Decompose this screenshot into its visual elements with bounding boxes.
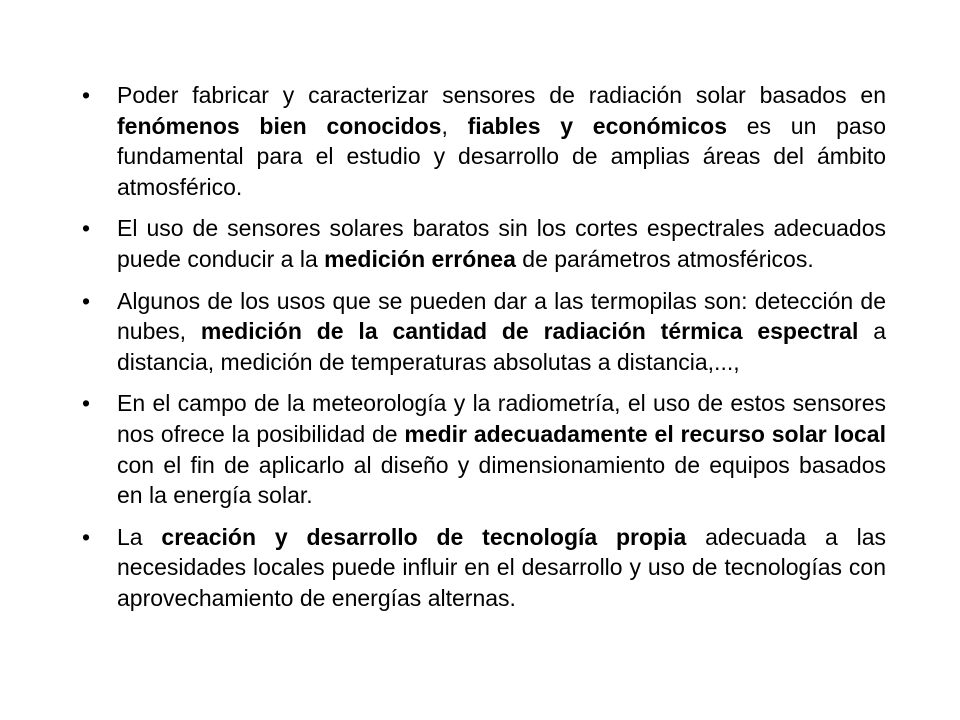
bullet-item [78,522,886,614]
bullet-text: Poder fabricar y caracterizar sensores de radiación solar basados en [117,82,886,108]
bullet-marker: • [82,215,91,242]
bullet-text-bold: creación y desarrollo de tecnología propia [161,523,687,550]
bullet-item [78,286,886,378]
bullet-list [78,80,886,625]
bullet-text-bold: medición errónea [324,245,516,272]
bullet-text: , [441,112,468,139]
bullet-item [78,213,886,274]
bullet-text: es un paso fundamental para el estudio y desarrollo de amplias áreas del ámbito atmosférico. [117,112,887,200]
bullet-marker: • [82,523,91,550]
bullet-item [78,80,886,202]
bullet-text: de parámetros atmosféricos. [515,245,814,272]
bullet-text: En el campo de la meteorología y la radiometría, el uso de estos sensores nos ofrece la posibilidad de [117,390,886,447]
bullet-text: adecuada a las necesidades locales puede influir en el desarrollo y uso de tecnologías con aprovechamiento de energías alternas. [117,523,887,611]
bullet-text-bold: medición de la cantidad de radiación térmica espectral [200,318,859,345]
bullet-text: a distancia, medición de temperaturas absolutas a distancia,..., [117,318,887,375]
bullet-marker: • [82,82,91,108]
bullet-marker: • [82,287,91,314]
bullet-text: con el fin de aplicarlo al diseño y dimensionamiento de equipos basados en la energía solar. [117,451,886,509]
bullet-text: La [117,523,162,550]
bullet-text-bold: fiables y económicos [467,112,728,139]
bullet-text: El uso de sensores solares baratos sin los cortes espectrales adecuados puede conducir a la [117,215,886,272]
bullet-text: Algunos de los usos que se pueden dar a las termopilas son: detección de nubes, [117,287,886,345]
bullet-text-bold: medir adecuadamente el recurso solar local [404,420,886,447]
bullet-text-bold: fenómenos bien conocidos [117,112,442,139]
bullet-marker: • [82,390,91,417]
bullet-item [78,388,886,510]
